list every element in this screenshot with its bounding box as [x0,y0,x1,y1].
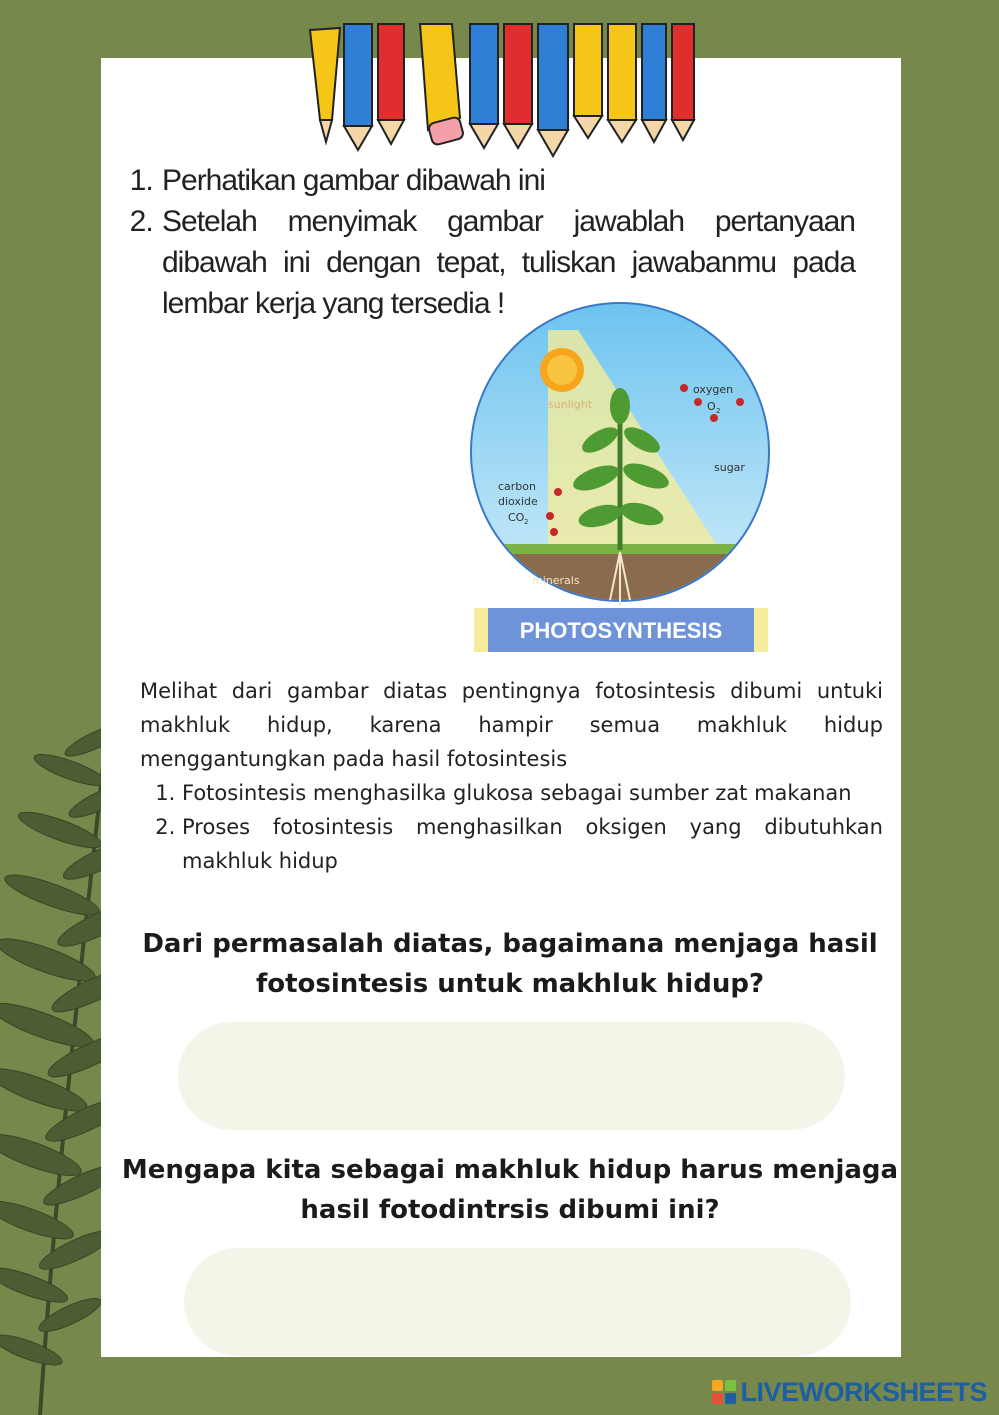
instruction-item-1: 1. Perhatikan gambar dibawah ini [160,160,855,201]
brand-name: LIVEWORKSHEETS [740,1376,987,1407]
instruction-item-2: 2. Setelah menyimak gambar jawablah pertanyaan dibawah ini dengan tepat, tuliskan jawabanmu pada lembar kerja yang tersedia ! [160,201,855,324]
sunlight-label: sunlight [548,398,593,411]
explanation [140,674,883,878]
answer-box-1[interactable] [178,1022,845,1130]
dioxide-label: dioxide [498,495,538,508]
minerals-label: minerals [532,574,580,587]
explanation-points [140,776,883,878]
explanation-point-2: 2. Proses fotosintesis menghasilkan oksigen yang dibutuhkan makhluk hidup [182,810,883,878]
question-1: Dari permasalah diatas, bagaimana menjaga hasil fotosintesis untuk makhluk hidup? [142,929,878,999]
answer-box-2[interactable] [184,1248,851,1356]
photosynthesis-banner: PHOTOSYNTHESIS [519,618,723,643]
o2-label: O [707,400,716,413]
o2-subscript: 2 [716,407,721,415]
co2-subscript: 2 [524,518,529,526]
explanation-intro: Melihat dari gambar diatas pentingnya fotosintesis dibumi untuki makhluk hidup, karena hampir semua makhluk hidup menggantungkan pada hasil fotosintesis [140,679,883,771]
co2-label: CO [508,511,525,524]
pencils-decoration [300,20,700,160]
question-2: Mengapa kita sebagai makhluk hidup harus menjaga hasil fotodintrsis dibumi ini? [121,1155,899,1225]
explanation-point-1: 1. Fotosintesis menghasilka glukosa sebagai sumber zat makanan [182,776,883,810]
carbon-label: carbon [498,480,536,493]
sugar-label: sugar [714,461,745,474]
liveworksheets-logo-icon [712,1380,736,1404]
photosynthesis-illustration [460,300,780,660]
oxygen-label: oxygen [693,383,734,396]
liveworksheets-brand[interactable] [712,1377,987,1407]
